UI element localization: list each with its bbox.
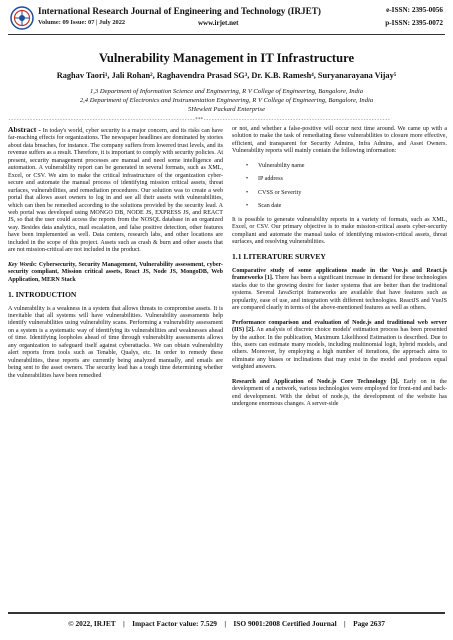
list-item: • Scan date bbox=[246, 203, 282, 210]
header-rule bbox=[8, 34, 445, 35]
paper-title: Vulnerability Management in IT Infrastructure bbox=[98, 51, 355, 65]
keywords bbox=[8, 262, 223, 284]
p-issn: p-ISSN: 2395-0072 bbox=[385, 19, 443, 27]
journal-website[interactable]: www.irjet.net bbox=[198, 19, 239, 27]
objective-paragraph: It is possible to generate vulnerability reports in a variety of formats, such as XML, Excel, or CSV. Our primary objective is to make mission-critical assets cyber-security compliant and automate the manual tasks of identifying mission-critical assets, threat surfaces, and resolving vulnerabilities. bbox=[232, 216, 447, 245]
keywords-text: : Cybersecurity, Security Management, Vulnerability assessment, cyber-security compliant, Mission critical assets, React JS, Node JS, MongoDB, Web Application, MERN Stack bbox=[8, 261, 223, 283]
bullet-icon: • bbox=[246, 176, 249, 183]
abstract bbox=[8, 126, 223, 255]
bullet-icon: • bbox=[246, 189, 249, 196]
intro-continued: or not, and whether a false-positive will occur next time around. We came up with a solution to make the task of remediating these vulnerabilities to closure more effective, efficient, and transparent for Security Admins, Infra Admins, and Asset Owners. Vulnerability reports will mainly contain the following information: bbox=[232, 126, 447, 155]
keywords-label: Key Words bbox=[8, 261, 35, 268]
irjet-logo-icon bbox=[10, 6, 34, 30]
footer-iso: ISO 9001:2008 Certified Journal bbox=[233, 619, 337, 628]
journal-header bbox=[8, 5, 445, 33]
bullet-icon: • bbox=[246, 203, 249, 210]
affiliation-2: 2,4 Department of Electronics and Instrumentation Engineering, R V College of Engineering, Bangalore, India bbox=[79, 97, 374, 104]
footer-impact-factor: Impact Factor value: 7.529 bbox=[132, 619, 217, 628]
intro-heading: 1. INTRODUCTION bbox=[8, 290, 77, 300]
literature-survey-heading: 1.1 LITERATURE SURVEY bbox=[232, 252, 326, 262]
affiliation-3: 5Hewlett Packard Enterprise bbox=[187, 106, 266, 113]
affiliation-1: 1,3 Department of Information Science and Engineering, R V College of Engineering, Bangalore, India bbox=[89, 88, 364, 95]
report-fields-list bbox=[232, 163, 447, 211]
literature-item-2: Performance comparison and evaluation of Node.js and traditional web server (IIS) [2]. An analysis of discrete choice models' estimation process has been presented by the author. In the publication, Maximum Likelihood Estimation is described. Due to this, users can estimate many models, including multinomial logit, hybrid models, and others. Moreover, by employing a high number of iterations, the approach aims to eliminate any biases or inclinations that may exist in the model and produces equal weighted answers. bbox=[232, 319, 448, 371]
left-column bbox=[8, 126, 223, 387]
literature-item-3: Research and Application of Node.js Core Technology [3]. Early on in the development of a network, various technologies were employed for front-end and back-end development. With the debut of node.js, the development of the website has undergone enormous changes. A server-side bbox=[232, 378, 447, 408]
journal-name: International Research Journal of Engineering and Technology (IRJET) bbox=[38, 6, 321, 16]
author-list: Raghav Taori¹, Jali Rohan², Raghavendra Prasad SG³, Dr. K.B. Ramesh⁴, Suryanarayana Vijay⁵ bbox=[56, 71, 397, 80]
abstract-label: Abstract - bbox=[8, 125, 41, 134]
intro-text: A vulnerability is a weakness in a system that allows threats to compromise assets. It is inevitable that all systems will have vulnerabilities. Vulnerability assessments help identify vulnerabilities using vulnerability scans. Performing a vulnerability assessment on a system is a systematic way of identifying its vulnerabilities and weaknesses ahead of time. Identifying loopholes ahead of time through vulnerability assessments allows any organization to safeguard itself against cyberattacks. We can obtain vulnerability alert reports from tools such as Tenable, Qualys, etc. In order to remedy these vulnerabilities, these reports are currently being analyzed manually, and emails are being sent to the asset owners. The security lead has a tough time determining whether the vulnerabilities have been remedied bbox=[8, 305, 223, 379]
list-item: • CVSS or Severity bbox=[246, 189, 302, 196]
section-separator: ---------------------------------------------------------------------***--------------------------------------------------------------------- bbox=[8, 117, 391, 123]
list-item: • IP address bbox=[246, 176, 283, 183]
footer-copyright: © 2022, IRJET bbox=[68, 619, 116, 628]
bullet-icon: • bbox=[246, 162, 249, 169]
e-issn: e-ISSN: 2395-0056 bbox=[386, 6, 443, 14]
page-footer: © 2022, IRJET | Impact Factor value: 7.529 | ISO 9001:2008 Certified Journal | Page 2637 bbox=[68, 619, 385, 628]
literature-item-1: Comparative study of some applications made in the Vue.js and React.js frameworks [1]. There has been a significant increase in demand for these technologies stacks due to the growing desire for faster systems that are better than the traditional systems. Several JavaScript frameworks are available that have features such as popularity, ease of use, and integration with different technologies. ReactJS and VueJS are compared clearly in terms of the above-mentioned features as well as others. bbox=[232, 267, 447, 312]
footer-rule bbox=[8, 612, 445, 614]
footer-page-number: Page 2637 bbox=[353, 619, 385, 628]
right-column bbox=[232, 126, 447, 416]
abstract-text: In today's world, cyber security is a major concern, and its risks can have far-reaching effects for organizations. The newspaper headlines are dominated by stories about data breaches, for instance. The company suffers from lowered trust levels, and its revenue suffers as a result. Therefore, it is important to comply with security policies. At present, security management processes are manual and need some intelligence and automation. A vulnerability report can be generated in several formats, such as XML, Excel, or CSV. We aim to make the critical infrastructure of the organization cyber-secure and automate the manual process of identifying mission critical assets, threat surfaces, vulnerabilities, and remediation procedures. Our solution was to create a web portal that allows asset owners to log in and see all their assets with vulnerabilities, which can then be remedied according to the solutions provided by the security lead. A web portal was developed using MONGO DB, NODE JS, EXPRESS JS, and REACT JS, so that the user could access the reports from the NOSQL database in an organized way. Besides data analytics, mail escalation, and false positive detection, other features have been implemented as well. Data centers, research labs, and other locations are included in the scope of this project. Assets such as crash & burn and other assets that are not mission-critical are not included in the product. bbox=[8, 128, 223, 254]
volume-info: Volume: 09 Issue: 07 | July 2022 bbox=[38, 19, 126, 26]
list-item: • Vulnerability name bbox=[246, 162, 305, 169]
